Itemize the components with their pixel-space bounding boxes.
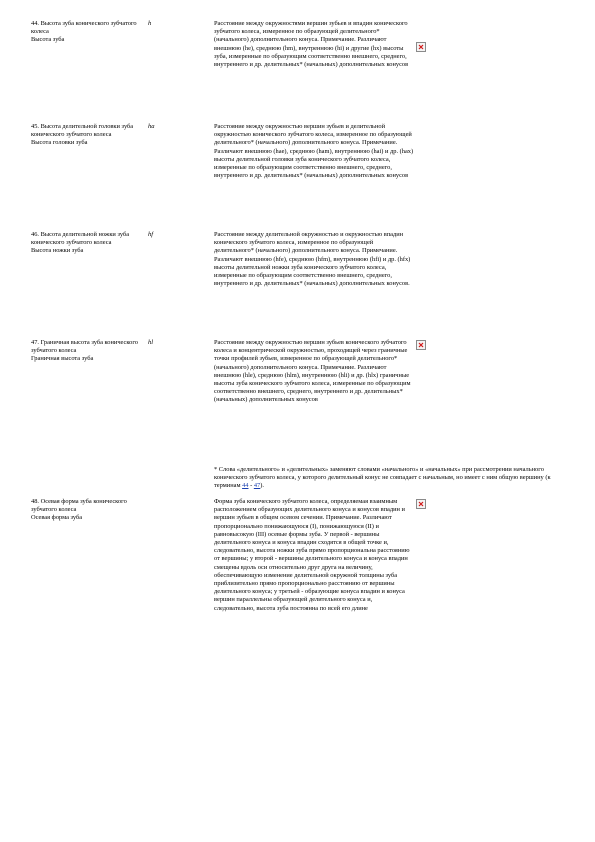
term-symbol: ha — [148, 123, 155, 130]
footnote-separator: - — [248, 482, 254, 490]
term-short-name: Высота ножки зуба — [31, 247, 84, 255]
footnote-text: * Слова «делительного» и «делительных» заменяют словами «начального» и «начальных» при рассмотрении начального конического зубчатого колеса, у которого делительный конус не совпадает с начальным, но имеет с ним общую вершину (к терминам — [214, 466, 551, 490]
term-short-name: Граничная высота зуба — [31, 355, 94, 363]
term-cell — [31, 20, 146, 45]
term-short-name: Высота головки зуба — [31, 139, 88, 147]
link-term-47[interactable]: 47 — [253, 482, 261, 490]
term-name: 46. Высота делительной ножки зуба конического зубчатого колеса — [31, 231, 130, 247]
footnote-tail: ). — [260, 482, 264, 490]
term-symbol: hl — [148, 339, 154, 346]
term-name: 44. Высота зуба конического зубчатого колеса — [31, 20, 137, 36]
term-cell — [31, 339, 146, 364]
term-short-name: Высота зуба — [31, 36, 65, 44]
term-name: 48. Осевая форма зуба конического зубчатого колеса — [31, 498, 127, 514]
broken-image-icon — [416, 42, 426, 52]
term-short-name: Осевая форма зуба — [31, 514, 83, 522]
term-definition: Расстояние между делительной окружностью и окружностью впадин конического зубчатого колеса, измеренное по образующей делительного* (начального) дополнительного конуса. Примечание. Различают внешнюю (hfe), среднюю (hfm), внутреннюю (hfi) и др. (hfx) высоты делительной ножки зуба конического зубчатого колеса, измеренные по образующим соответственно внешнего, среднего, внутреннего и др. делительных* (начальных) дополнительных конусов. — [214, 231, 411, 288]
footnote — [214, 466, 566, 491]
term-cell — [31, 231, 146, 256]
term-cell — [31, 123, 146, 148]
term-definition: Расстояние между окружностями вершин зубьев и впадин конического зубчатого колеса, измеренное по образующей делительного* (начального) дополнительного конуса. Примечание. Различают внешнюю (he), среднюю (hm), внутреннюю (hi) и другие (hx) высоты зуба, измеренные по образующим соответственно внешнего, среднего, внутреннего и др. делительных* (начальных) дополнительных конусов — [214, 20, 409, 69]
term-symbol: hf — [148, 231, 154, 238]
term-definition: Расстояние между окружностью вершин зубьев и делительной окружностью конического зубчатого колеса, измеренное по образующей делительного* (начального) дополнительного конуса. Примечание. Различают внешнюю (hae), среднюю (ham), внутреннюю (hai) и др. (hax) высоты делительной головки зуба конического зубчатого колеса, измеренные по образующим соответственно внешнего, среднего, внутреннего и др. делительных* (начальных) дополнительных конусов — [214, 123, 414, 180]
broken-image-icon — [416, 340, 426, 350]
broken-image-icon — [416, 499, 426, 509]
term-cell — [31, 498, 146, 523]
term-definition: Расстояние между окружностью вершин зубьев конического зубчатого колеса и концентрической окружностью, проходящей через граничные точки профилей зубьев, измеренное по образующей делительного* (начального) дополнительного конуса. Примечание. Различают внешнюю (hle), среднюю (hlm), внутреннюю (hli) и др. (hlx) граничные высоты зуба конического зубчатого колеса, измеренные по образующим соответственно внешнего, среднего, внутреннего и др. делительных* (начальных) дополнительных конусов — [214, 339, 411, 404]
term-symbol: h — [148, 20, 152, 27]
link-term-44[interactable]: 44 — [242, 482, 249, 490]
term-name: 45. Высота делительной головки зуба конического зубчатого колеса — [31, 123, 134, 139]
term-definition: Форма зуба конического зубчатого колеса, определяемая взаимным расположением образующих делительного конуса и конусов впадин и вершин зубьев в общем осевом сечении. Примечание. Различают пропорционально понижающуюся (I), понижающуюся (II) и равновысокую (III) осевые формы зуба. У первой - вершины делительного конуса и конуса впадин сходятся в общей точке и, следовательно, высота ножки зуба прямо пропорциональна расстоянию от вершины; у второй - вершины делительного конуса и конуса впадин смещены вдоль оси относительно друг друга на величину, обеспечивающую изменение делительной окружной толщины зуба приблизительно прямо пропорционально расстоянию от вершины делительного конуса; у третьей - образующие конуса впадин и конуса вершин параллельны образующей делительного конуса и, следовательно, высота зуба постоянна по всей его длине — [214, 498, 410, 612]
term-name: 47. Граничная высота зуба конического зубчатого колеса — [31, 339, 139, 355]
